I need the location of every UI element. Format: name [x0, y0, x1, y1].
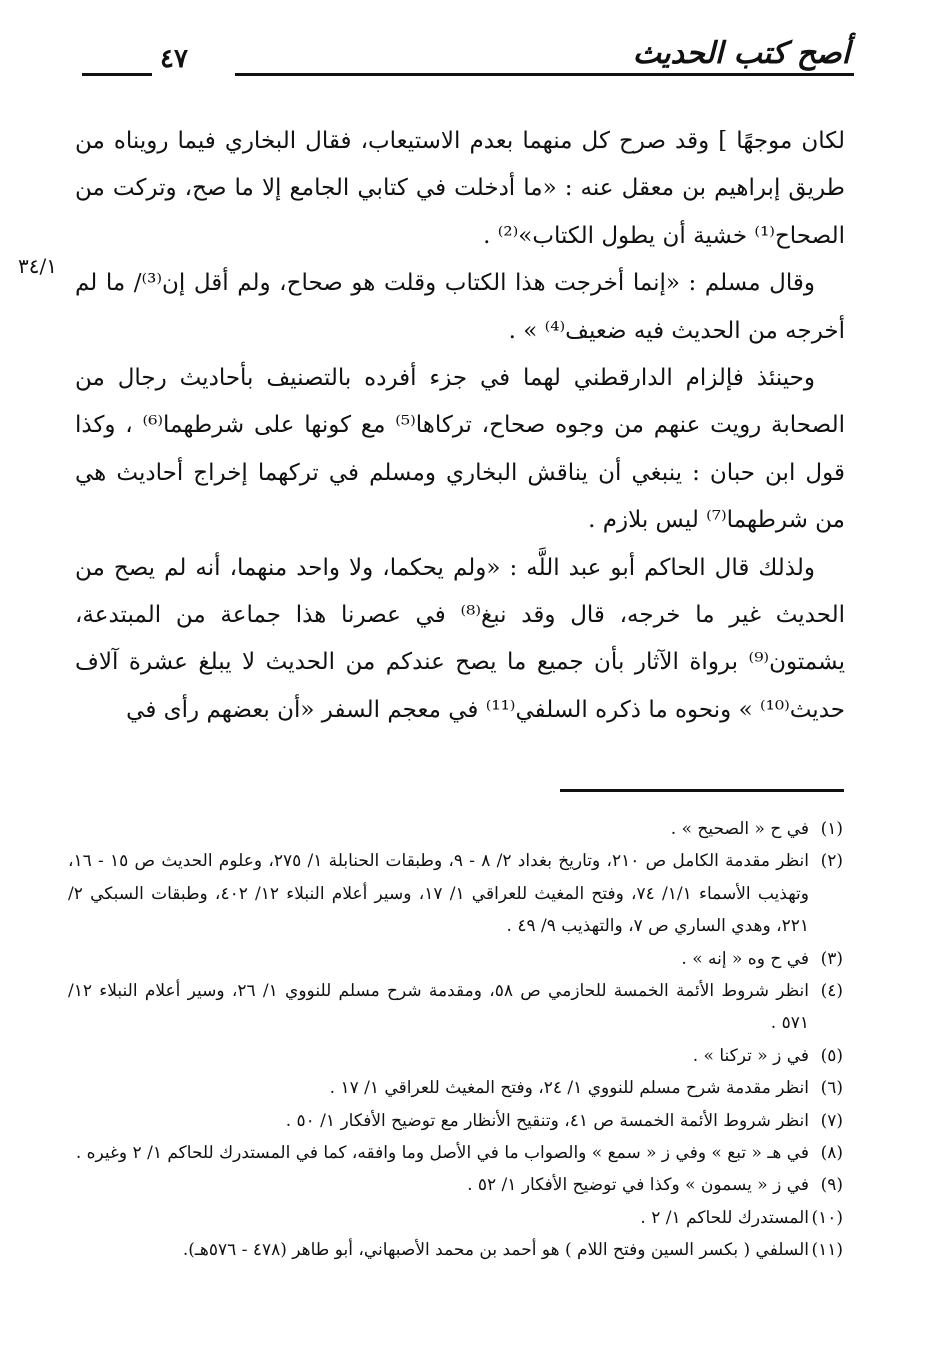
header-rule — [235, 73, 854, 76]
running-title: أصح كتب الحديث — [632, 36, 850, 71]
footnote-text: في ح « الصحيح » . — [670, 819, 809, 839]
footnotes — [68, 813, 843, 1267]
footnote — [68, 1072, 843, 1104]
header-rule-short — [82, 73, 152, 76]
margin-reference: ٣٤/١ — [18, 254, 57, 278]
footnote-text: في ح وه « إنه » . — [681, 948, 809, 969]
footnote — [68, 1137, 843, 1169]
paragraph: ولذلك قال الحاكم أبو عبد اللَّه : «ولم يحكما، ولا واحد منهما، أنه لم يصح من الحديث غير ما خرجه، قال وقد نبغ⁽⁸⁾ في عصرنا هذا جماعة من المبتدعة، يشمتون⁽⁹⁾ برواة الآثار بأن جميع ما يصح عندكم من الحديث لا يبلغ عشرة آلاف حديث⁽¹⁰⁾ » ونحوه ما ذكره السلفي⁽¹¹⁾ في معجم السفر «أن بعضهم رأى في — [75, 554, 845, 723]
footnote-number: (١) — [820, 819, 843, 839]
footnote-number: (٣) — [820, 948, 843, 969]
footnote-number: (٦) — [820, 1078, 843, 1099]
footnote-text: المستدرك للحاكم ١/ ٢ . — [640, 1207, 809, 1228]
footnote-number: (٨) — [820, 1143, 843, 1164]
footnote-number: (٩) — [820, 1175, 843, 1196]
footnote-number: (١٠) — [811, 1207, 843, 1228]
footnote-number: (٧) — [820, 1110, 843, 1131]
footnote — [68, 813, 843, 845]
footnote — [68, 1234, 843, 1266]
footnote-text: انظر شروط الأئمة الخمسة ص ٤١، وتنقيح الأنظار مع توضيح الأفكار ١/ ٥٠ . — [285, 1110, 809, 1131]
footnote — [68, 1169, 843, 1201]
paragraph: وقال مسلم : «إنما أخرجت هذا الكتاب وقلت هو صحاح، ولم أقل إن⁽³⁾/ ما لم أخرجه من الحديث فيه ضعيف⁽⁴⁾ » . — [75, 270, 845, 344]
footnote-text: انظر مقدمة شرح مسلم للنووي ١/ ٢٤، وفتح المغيث للعراقي ١/ ١٧ . — [329, 1078, 809, 1099]
footnote — [68, 845, 843, 942]
footnote-number: (٥) — [820, 1045, 843, 1066]
footnote-number: (١١) — [811, 1240, 843, 1261]
footnote-text: انظر شروط الأئمة الخمسة للحازمي ص ٥٨، ومقدمة شرح مسلم للنووي ١/ ٢٦، وسير أعلام النبلاء ١٢/ ٥٧١ . — [68, 981, 809, 1034]
footnote — [68, 1105, 843, 1137]
footnote-text: في هـ « تبع » وفي ز « سمع » والصواب ما في الأصل وما وافقه، كما في المستدرك للحاكم ١/ ٢ وغيره . — [75, 1143, 809, 1164]
paragraph: وحينئذ فإلزام الدارقطني لهما في جزء أفرده بالتصنيف بأحاديث رجال من الصحابة رويت عنهم من وجوه صحاح، تركاها⁽⁵⁾ مع كونها على شرطهما⁽⁶⁾ ، وكذا قول ابن حبان : ينبغي أن يناقش البخاري ومسلم في تركهما إخراج أحاديث هي من شرطهما⁽⁷⁾ ليس بلازم . — [75, 365, 845, 534]
paragraph: لكان موجهًا ] وقد صرح كل منهما بعدم الاستيعاب، فقال البخاري فيما رويناه من طريق إبراهيم بن معقل عنه : «ما أدخلت في كتابي الجامع إلا ما صح، وتركت من الصحاح⁽¹⁾ خشية أن يطول الكتاب»⁽²⁾ . — [75, 128, 845, 249]
footnote — [68, 943, 843, 975]
footnote-separator — [560, 789, 844, 792]
footnote-text: السلفي ( بكسر السين وفتح اللام ) هو أحمد بن محمد الأصبهاني، أبو طاهر (٤٧٨ - ٥٧٦هـ). — [182, 1240, 809, 1261]
page-number: ٤٧ — [160, 44, 188, 74]
footnote-number: (٢) — [820, 851, 844, 872]
footnote — [68, 1040, 843, 1072]
footnote — [68, 975, 843, 1040]
footnote-text: في ز « يسمون » وكذا في توضيح الأفكار ١/ ٥٢ . — [467, 1175, 809, 1196]
footnote — [68, 1202, 843, 1234]
main-text — [75, 118, 845, 734]
footnote-text: انظر مقدمة الكامل ص ٢١٠، وتاريخ بغداد ٢/ ٨ - ٩، وطبقات الحنابلة ١/ ٢٧٥، وعلوم الحديث ص ١٥ - ١٦، وتهذيب الأسماء ١/١/ ٧٤، وفتح المغيث للعراقي ١/ ١٧، وسير أعلام النبلاء ١٢/ ٤٠٢، وطبقات السبكي ٢/ ٢٢١، وهدي الساري ص ٧، والتهذيب ٩/ ٤٩ . — [68, 851, 810, 937]
page-header — [70, 36, 854, 92]
footnote-text: في ز « تركنا » . — [692, 1045, 809, 1066]
footnote-number: (٤) — [820, 981, 843, 1002]
